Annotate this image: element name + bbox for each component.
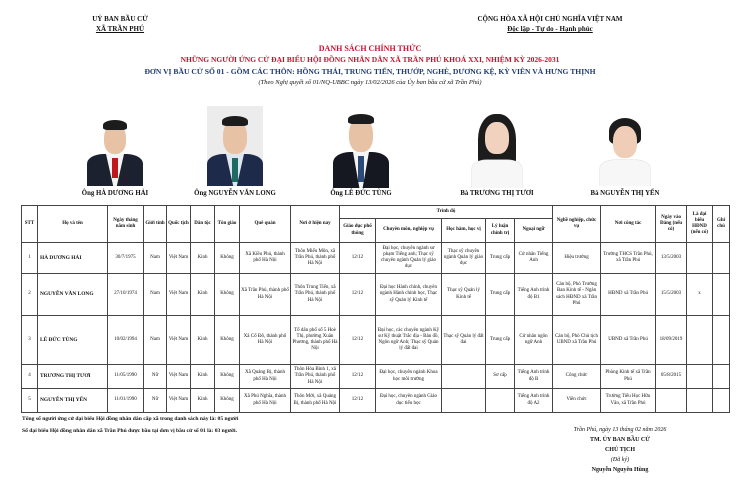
candidate-photo-3	[333, 106, 389, 188]
sign-status: (Đã ký)	[610, 457, 630, 463]
national-name: CỘNG HÒA XÃ HỘI CHỦ NGHĨA VIỆT NAM	[477, 15, 623, 23]
cell-party-date: 05/8/2015	[656, 365, 687, 389]
cell-specialty: Đại học, chuyên ngành Khoa học môi trường	[376, 365, 442, 389]
candidate-caption-2: Ông NGUYỄN VĂN LONG	[194, 190, 276, 197]
cell-residence: Tổ dân phố số 5 Hoè Thị, phường Xuân Phương, thành phố Hà Nội	[291, 316, 340, 365]
cell-general-edu: 12/12	[340, 365, 376, 389]
candidate-caption-3: Ông LÊ ĐỨC TÙNG	[330, 190, 392, 197]
col-header-is-delegate: Là đại biểu HĐND (nếu có)	[687, 206, 713, 243]
col-header-religion: Tôn giáo	[215, 206, 240, 243]
cell-language: Tiếng Anh trình độ B1	[515, 274, 553, 316]
issuer-block	[60, 14, 180, 34]
candidate-photo-2	[207, 106, 263, 186]
cell-nationality: Việt Nam	[167, 243, 191, 274]
cell-nationality: Việt Nam	[167, 316, 191, 365]
col-header-stt: STT	[22, 206, 38, 243]
cell-religion: Không	[215, 316, 240, 365]
issuer-line-1: UỶ BAN BẦU CỬ	[92, 15, 148, 23]
cell-name: LÊ ĐỨC TÙNG	[38, 316, 108, 365]
cell-general-edu: 12/12	[340, 243, 376, 274]
cell-degree	[442, 389, 486, 413]
cell-note	[713, 274, 730, 316]
cell-hometown: Xã Kiều Phú, thành phố Hà Nội	[240, 243, 291, 274]
col-header-nationality: Quốc tịch	[167, 206, 191, 243]
cell-specialty: Đại học, chuyên ngành sư phạm Tiếng anh; Thạc sỹ chuyên ngành Quản lý giáo dục	[376, 243, 442, 274]
cell-language: Cử nhân ngôn ngữ Anh	[515, 316, 553, 365]
seats-note: Số đại biểu Hội đồng nhân dân xã Trần Phú được bầu tại đơn vị bầu cử số 01 là: 03 người.	[22, 428, 237, 434]
resolution-reference: (Theo Nghị quyết số 01/NQ-UBBC ngày 13/02/2026 của Ủy ban bầu cử xã Trần Phú)	[258, 79, 482, 86]
candidate-photo-1	[87, 114, 143, 186]
col-header-language: Ngoại ngữ	[515, 219, 553, 243]
col-header-hometown: Quê quán	[240, 206, 291, 243]
col-header-degree: Học hàm, học vị	[442, 219, 486, 243]
cell-is-delegate	[687, 365, 713, 389]
cell-name: NGUYỄN THỊ YẾN	[38, 389, 108, 413]
col-header-residence: Nơi ở hiện nay	[291, 206, 340, 243]
cell-workplace: Phòng Kinh tế xã Trần Phú	[601, 365, 656, 389]
col-header-ethnicity: Dân tộc	[191, 206, 215, 243]
col-header-education-group: Trình độ	[340, 206, 553, 219]
cell-stt: 3	[22, 316, 38, 365]
candidate-caption-5: Bà NGUYỄN THỊ YẾN	[590, 190, 660, 197]
cell-specialty: Đại học Hành chính, chuyên ngành Hành chính học, Thạc sỹ Quản lý Kinh tế	[376, 274, 442, 316]
cell-political	[486, 389, 515, 413]
national-motto: Độc lập - Tự do - Hạnh phúc	[507, 25, 593, 33]
cell-workplace: Trường Tiểu Học Hữu Văn, xã Trần Phú	[601, 389, 656, 413]
cell-ethnicity: Kinh	[191, 389, 215, 413]
sign-org: TM. ỦY BAN BẦU CỬ	[589, 437, 651, 443]
candidate-caption-1: Ông HÀ DƯƠNG HẢI	[81, 190, 149, 197]
cell-general-edu: 12/12	[340, 316, 376, 365]
cell-is-delegate	[687, 243, 713, 274]
cell-residence: Thôn Miếu Môn, xã Trần Phú, thành phố Hà Nội	[291, 243, 340, 274]
sign-title: CHỦ TỊCH	[604, 447, 636, 453]
cell-occupation: Cán bộ, Phó Trưởng Ban Kinh tế - Ngân sách HĐND xã Trần Phú	[553, 274, 601, 316]
cell-hometown: Xã Trần Phú, thành phố Hà Nội	[240, 274, 291, 316]
cell-political: Sơ cấp	[486, 365, 515, 389]
candidate-caption-4: Bà TRƯƠNG THỊ TƯƠI	[460, 190, 534, 197]
cell-political: Trung cấp	[486, 274, 515, 316]
cell-gender: Nữ	[144, 365, 167, 389]
cell-religion: Không	[215, 243, 240, 274]
cell-dob: 10/02/1994	[108, 316, 144, 365]
cell-name: TRƯƠNG THỊ TƯƠI	[38, 365, 108, 389]
cell-dob: 27/10/1974	[108, 274, 144, 316]
cell-gender: Nam	[144, 316, 167, 365]
cell-language: Tiếng Anh trình độ B	[515, 365, 553, 389]
signature-block	[545, 425, 695, 475]
col-header-specialty: Chuyên môn, nghiệp vụ	[376, 219, 442, 243]
cell-party-date	[656, 389, 687, 413]
issuer-line-2: XÃ TRẦN PHÚ	[95, 25, 145, 33]
cell-note	[713, 316, 730, 365]
cell-ethnicity: Kinh	[191, 365, 215, 389]
cell-gender: Nam	[144, 243, 167, 274]
cell-residence: Thôn Mới, xã Quảng Bị, thành phố Hà Nội	[291, 389, 340, 413]
cell-occupation: Cán bộ, Phó Chủ tịch UBND xã Trần Phú	[553, 316, 601, 365]
cell-gender: Nữ	[144, 389, 167, 413]
cell-nationality: Việt Nam	[167, 274, 191, 316]
cell-specialty: Đại học, chuyên ngành Giáo dục tiểu học	[376, 389, 442, 413]
cell-political: Trung cấp	[486, 316, 515, 365]
cell-dob: 30/7/1975	[108, 243, 144, 274]
cell-dob: 11/05/1990	[108, 365, 144, 389]
cell-party-date: 18/09/2019	[656, 316, 687, 365]
cell-degree: Thạc sỹ Quản lý Kinh tế	[442, 274, 486, 316]
candidate-table	[21, 205, 730, 413]
national-heading	[430, 14, 670, 34]
cell-occupation: Viên chức	[553, 389, 601, 413]
cell-residence: Thôn Hòa Bình 1, xã Trần Phú, thành phố Hà Nội	[291, 365, 340, 389]
col-header-dob: Ngày tháng năm sinh	[108, 206, 144, 243]
col-header-general-edu: Giáo dục phổ thông	[340, 219, 376, 243]
cell-workplace: UBND xã Trần Phú	[601, 316, 656, 365]
cell-workplace: HĐND xã Trần Phú	[601, 274, 656, 316]
cell-language: Tiếng Anh trình độ A2	[515, 389, 553, 413]
cell-nationality: Việt Nam	[167, 365, 191, 389]
col-header-name: Họ và tên	[38, 206, 108, 243]
cell-party-date: 13/5/2003	[656, 243, 687, 274]
table-row	[22, 274, 730, 316]
cell-note	[713, 243, 730, 274]
col-header-workplace: Nơi công tác	[601, 206, 656, 243]
cell-occupation: Công chức	[553, 365, 601, 389]
cell-hometown: Xã Quảng Bị, thành phố Hà Nội	[240, 365, 291, 389]
cell-general-edu: 12/12	[340, 274, 376, 316]
total-candidates-note: Tổng số người ứng cử đại biểu Hội đồng nhân dân cấp xã trong danh sách này là: 05 người	[22, 416, 239, 422]
table-row	[22, 243, 730, 274]
table-row	[22, 316, 730, 365]
cell-dob: 11/01/1990	[108, 389, 144, 413]
cell-religion: Không	[215, 365, 240, 389]
cell-stt: 1	[22, 243, 38, 274]
cell-hometown: Xã Phú Nghĩa, thành phố Hà Nội	[240, 389, 291, 413]
cell-stt: 2	[22, 274, 38, 316]
cell-nationality: Việt Nam	[167, 389, 191, 413]
cell-hometown: Xã Cổ Đô, thành phố Hà Nội	[240, 316, 291, 365]
cell-degree: Thạc sỹ Quản lý đất đai	[442, 316, 486, 365]
col-header-party-date: Ngày vào Đảng (nếu có)	[656, 206, 687, 243]
cell-note	[713, 389, 730, 413]
col-header-note: Ghi chú	[713, 206, 730, 243]
cell-ethnicity: Kinh	[191, 316, 215, 365]
cell-language: Cử nhân Tiếng Anh	[515, 243, 553, 274]
electoral-unit-heading: ĐƠN VỊ BẦU CỬ SỐ 01 - GỒM CÁC THÔN: HỒNG THÁI, TRUNG TIẾN, THƯỚP, NGHÈ, DƯƠNG KỆ, KỲ VIÊN VÀ HƯNG THỊNH	[144, 67, 596, 76]
cell-ethnicity: Kinh	[191, 243, 215, 274]
col-header-occupation: Nghề nghiệp, chức vụ	[553, 206, 601, 243]
sign-name: Nguyễn Nguyên Hùng	[591, 467, 649, 473]
cell-is-delegate	[687, 389, 713, 413]
table-row	[22, 389, 730, 413]
cell-name: NGUYỄN VĂN LONG	[38, 274, 108, 316]
cell-name: HÀ DƯƠNG HẢI	[38, 243, 108, 274]
cell-stt: 5	[22, 389, 38, 413]
document-title: DANH SÁCH CHÍNH THỨC	[318, 44, 422, 53]
cell-is-delegate: x	[687, 274, 713, 316]
cell-religion: Không	[215, 274, 240, 316]
candidate-photo-5	[596, 112, 654, 186]
cell-note	[713, 365, 730, 389]
table-row	[22, 365, 730, 389]
cell-degree: Thạc sỹ chuyên ngành Quản lý giáo dục	[442, 243, 486, 274]
cell-specialty: Đại học, các chuyên ngành Kỹ sư Kỹ thuật Trắc địa - Bản đồ, Ngôn ngữ Anh; Thạc sỹ Quản lý đất đai	[376, 316, 442, 365]
candidate-photo-4	[468, 108, 526, 188]
cell-degree	[442, 365, 486, 389]
cell-is-delegate	[687, 316, 713, 365]
cell-party-date: 15/5/2003	[656, 274, 687, 316]
col-header-political: Lý luận chính trị	[486, 219, 515, 243]
tie-icon	[358, 156, 364, 182]
document-subtitle: NHỮNG NGƯỜI ỨNG CỬ ĐẠI BIỂU HỘI ĐỒNG NHÂN DÂN XÃ TRẦN PHÚ KHOÁ XXI, NHIỆM KỲ 2026-2031	[180, 55, 560, 64]
tie-icon	[232, 158, 238, 182]
cell-religion: Không	[215, 389, 240, 413]
cell-residence: Thôn Trung Tiến, xã Trần Phú, thành phố Hà Nội	[291, 274, 340, 316]
col-header-gender: Giới tính	[144, 206, 167, 243]
sign-place-date: Trần Phú, ngày 13 tháng 02 năm 2026	[573, 427, 667, 433]
cell-workplace: Trường THCS Trần Phú, xã Trần Phú	[601, 243, 656, 274]
cell-ethnicity: Kinh	[191, 274, 215, 316]
cell-general-edu: 12/12	[340, 389, 376, 413]
cell-political: Trung cấp	[486, 243, 515, 274]
cell-occupation: Hiệu trưởng	[553, 243, 601, 274]
cell-gender: Nam	[144, 274, 167, 316]
tie-icon	[112, 158, 118, 178]
cell-stt: 4	[22, 365, 38, 389]
